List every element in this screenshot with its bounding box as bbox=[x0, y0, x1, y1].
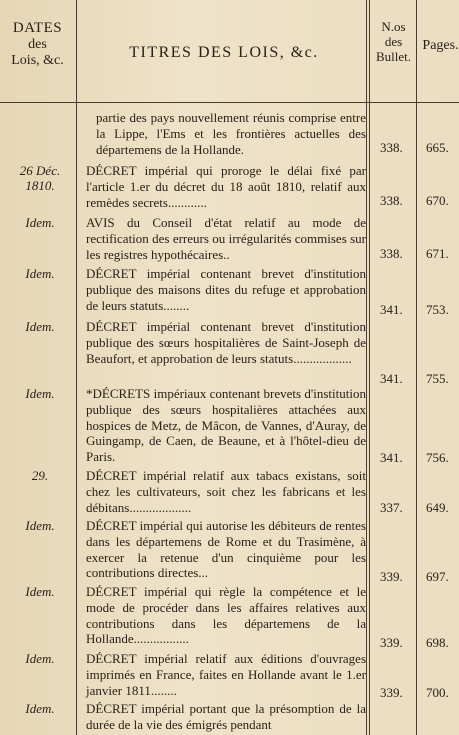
entry-bulletin-number: 338. bbox=[380, 246, 403, 261]
entry-title: DÉCRET impérial portant que la présomption de la durée de la vie des émigrés pendant bbox=[86, 701, 366, 732]
entry-date: Idem. bbox=[25, 215, 55, 230]
header-num-text: Bullet. bbox=[375, 48, 412, 64]
column-divider bbox=[366, 0, 367, 735]
entry-page: 755. bbox=[426, 371, 449, 386]
entry-bulletin-number: 341. bbox=[380, 450, 403, 465]
entry-date: 29. bbox=[31, 468, 49, 483]
entry-title: DÉCRET impérial qui autorise les débiteurs de rentes dans les départemens de Rome et du Trasimène, à exercer la retenue d'un cinquième pour les contributions directes... bbox=[86, 518, 366, 581]
entry-bulletin-number: 341. bbox=[380, 302, 403, 317]
entry-date: Idem. bbox=[25, 266, 55, 281]
entry-date: Idem. bbox=[25, 584, 55, 599]
entry-page: 700. bbox=[426, 685, 449, 700]
entry-page: 697. bbox=[426, 569, 449, 584]
titles-column-header: TITRES DES LOIS, &c. bbox=[129, 44, 319, 61]
entry-page: 670. bbox=[426, 193, 449, 208]
entry-page: 698. bbox=[426, 635, 449, 650]
entry-page: 649. bbox=[426, 500, 449, 515]
entry-title: DÉCRET impérial relatif aux tabacs existans, soit chez les cultivateurs, soit chez les fabricans et les débitans................... bbox=[86, 468, 366, 515]
entry-date: 26 Déc. 1810. bbox=[19, 163, 61, 193]
entry-bulletin-number: 337. bbox=[380, 500, 403, 515]
entry-title: AVIS du Conseil d'état relatif au mode de rectification des erreurs ou irrégularités commises sur les registres hypothécaires.. bbox=[86, 215, 366, 262]
bulletin-number-column-header bbox=[371, 20, 416, 65]
header-dates-text: DATES bbox=[12, 20, 63, 36]
entry-bulletin-number: 338. bbox=[380, 193, 403, 208]
entry-page: 756. bbox=[426, 450, 449, 465]
entry-title: *DÉCRETS impériaux contenant brevets d'institution publique des sœurs hospitalières attachées aux hospices de Metz, de Mâcon, de Vannes, d'Auray, de Guingamp, de Caen, de Beaune, et à l'hôtel-dieu de Paris. bbox=[86, 386, 366, 465]
entry-bulletin-number: 339. bbox=[380, 569, 403, 584]
header-rule bbox=[0, 102, 459, 103]
header-num-text: des bbox=[384, 33, 403, 49]
entry-page: 665. bbox=[426, 140, 449, 155]
dates-column-header bbox=[0, 20, 75, 69]
pages-column-header: Pages. bbox=[422, 38, 459, 53]
column-divider bbox=[416, 0, 417, 735]
entry-date: Idem. bbox=[25, 651, 55, 666]
entry-bulletin-number: 339. bbox=[380, 635, 403, 650]
entry-title: partie des pays nouvellement réunis comprise entre la Lippe, l'Ems et les frontières actuelles des départemens de la Hollande. bbox=[96, 110, 366, 157]
entry-title: DÉCRET impérial relatif aux éditions d'ouvrages imprimés en France, faites en Hollande avant le 1.er janvier 1811........ bbox=[86, 651, 366, 698]
header-dates-text: Lois, &c. bbox=[11, 53, 64, 69]
entry-page: 753. bbox=[426, 302, 449, 317]
header-num-text: N.os bbox=[381, 19, 406, 34]
entry-title: DÉCRET impérial qui règle la compétence et le mode de procéder dans les affaires relatives aux contributions dans les départemens de la Hollande................. bbox=[86, 584, 366, 647]
entry-date: Idem. bbox=[25, 386, 55, 401]
entry-title: DÉCRET impérial contenant brevet d'institution publique des sœurs hospitalières de Saint-Joseph de Beaufort, et approbation de leurs statuts.................. bbox=[86, 319, 366, 366]
entry-bulletin-number: 341. bbox=[380, 371, 403, 386]
entry-date: Idem. bbox=[25, 701, 55, 716]
column-divider bbox=[76, 0, 77, 735]
entry-date: Idem. bbox=[25, 518, 55, 533]
entry-bulletin-number: 338. bbox=[380, 140, 403, 155]
entry-bulletin-number: 339. bbox=[380, 685, 403, 700]
entry-page: 671. bbox=[426, 246, 449, 261]
entry-title: DÉCRET impérial contenant brevet d'institution publique des maisons dites du refuge et approbation de leurs statuts........ bbox=[86, 266, 366, 313]
header-dates-text: des bbox=[28, 37, 47, 53]
entry-title: DÉCRET impérial qui proroge le délai fixé par l'article 1.er du décret du 18 août 1810, relatif aux remèdes secrets............ bbox=[86, 163, 366, 210]
entry-date: Idem. bbox=[25, 319, 55, 334]
